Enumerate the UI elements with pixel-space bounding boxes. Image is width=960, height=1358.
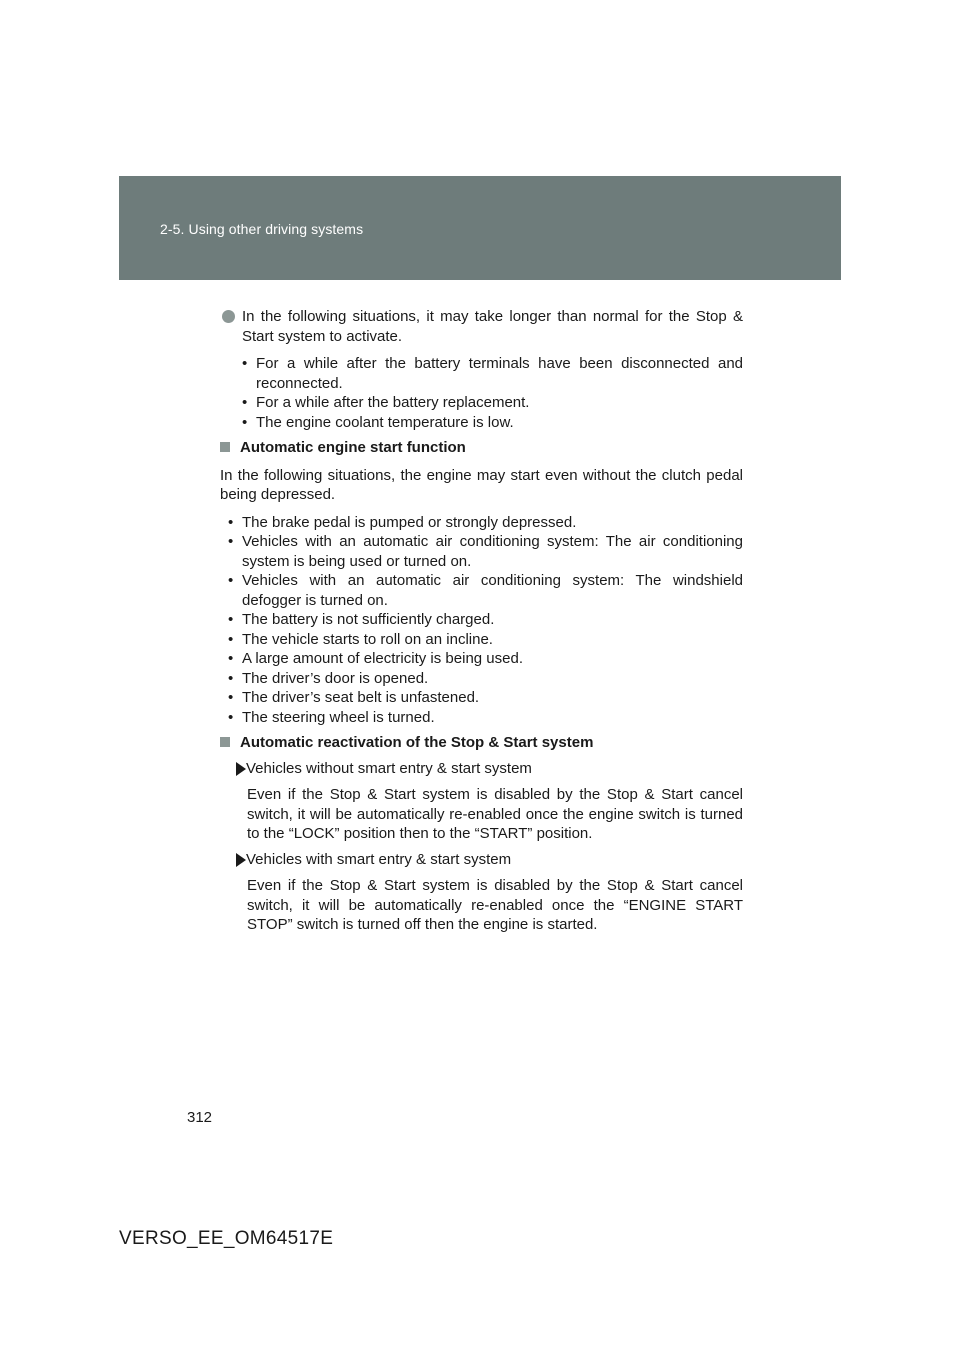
intro-text: In the following situations, it may take longer than normal for the Stop & Start system to activate.	[242, 308, 743, 345]
section-heading-reactivation: Automatic reactivation of the Stop & Start system	[220, 733, 743, 753]
page-number: 312	[187, 1109, 213, 1126]
auto-start-text: In the following situations, the engine may start even without the clutch pedal being depressed.	[220, 466, 743, 503]
list-item: • The steering wheel is turned.	[228, 708, 435, 726]
list-item: • The driver’s door is opened.	[228, 669, 429, 687]
case-text-with-smart-entry: Even if the Stop & Start system is disabled by the Stop & Start cancel switch, it will be automatically re-enabled once the “ENGINE START STOP” switch is turned off then the engine is started.	[247, 877, 743, 933]
list-item: • For a while after the battery replacement.	[242, 394, 530, 411]
case-heading-without-smart-entry: Vehicles without smart entry & start system	[220, 759, 743, 779]
section-heading-auto-start: Automatic engine start function	[220, 438, 743, 458]
list-item: • For a while after the battery terminals have been disconnected and reconnected.	[242, 355, 743, 392]
auto-start-list	[220, 513, 743, 728]
document-code: VERSO_EE_OM64517E	[119, 1228, 334, 1249]
list-item: • The engine coolant temperature is low.	[242, 413, 514, 431]
square-bullet-icon	[220, 737, 230, 747]
intro-paragraph	[220, 307, 743, 346]
intro-list	[242, 354, 743, 432]
chapter-header	[119, 176, 841, 280]
triangle-arrow-icon	[236, 853, 246, 867]
list-item: • Vehicles with an automatic air conditioning system: The windshield defogger is turned on.	[228, 572, 743, 609]
triangle-arrow-icon	[236, 762, 246, 776]
page-content	[220, 307, 743, 935]
list-item: • The brake pedal is pumped or strongly depressed.	[228, 513, 577, 531]
list-item: • The battery is not sufficiently charged.	[228, 611, 495, 628]
list-item: • The vehicle starts to roll on an incline.	[228, 630, 493, 648]
chapter-title: 2-5. Using other driving systems	[160, 221, 364, 237]
list-item: • Vehicles with an automatic air conditioning system: The air conditioning system is being used or turned on.	[228, 533, 743, 570]
list-item: • A large amount of electricity is being used.	[228, 650, 523, 667]
list-item: • The driver’s seat belt is unfastened.	[228, 689, 480, 706]
case-heading-with-smart-entry: Vehicles with smart entry & start system	[220, 850, 743, 870]
case-text-without-smart-entry: Even if the Stop & Start system is disabled by the Stop & Start cancel switch, it will be automatically re-enabled once the engine switch is turned to the “LOCK” position then to the “START” position.	[247, 786, 743, 842]
square-bullet-icon	[220, 442, 230, 452]
circle-bullet-icon	[222, 310, 235, 323]
